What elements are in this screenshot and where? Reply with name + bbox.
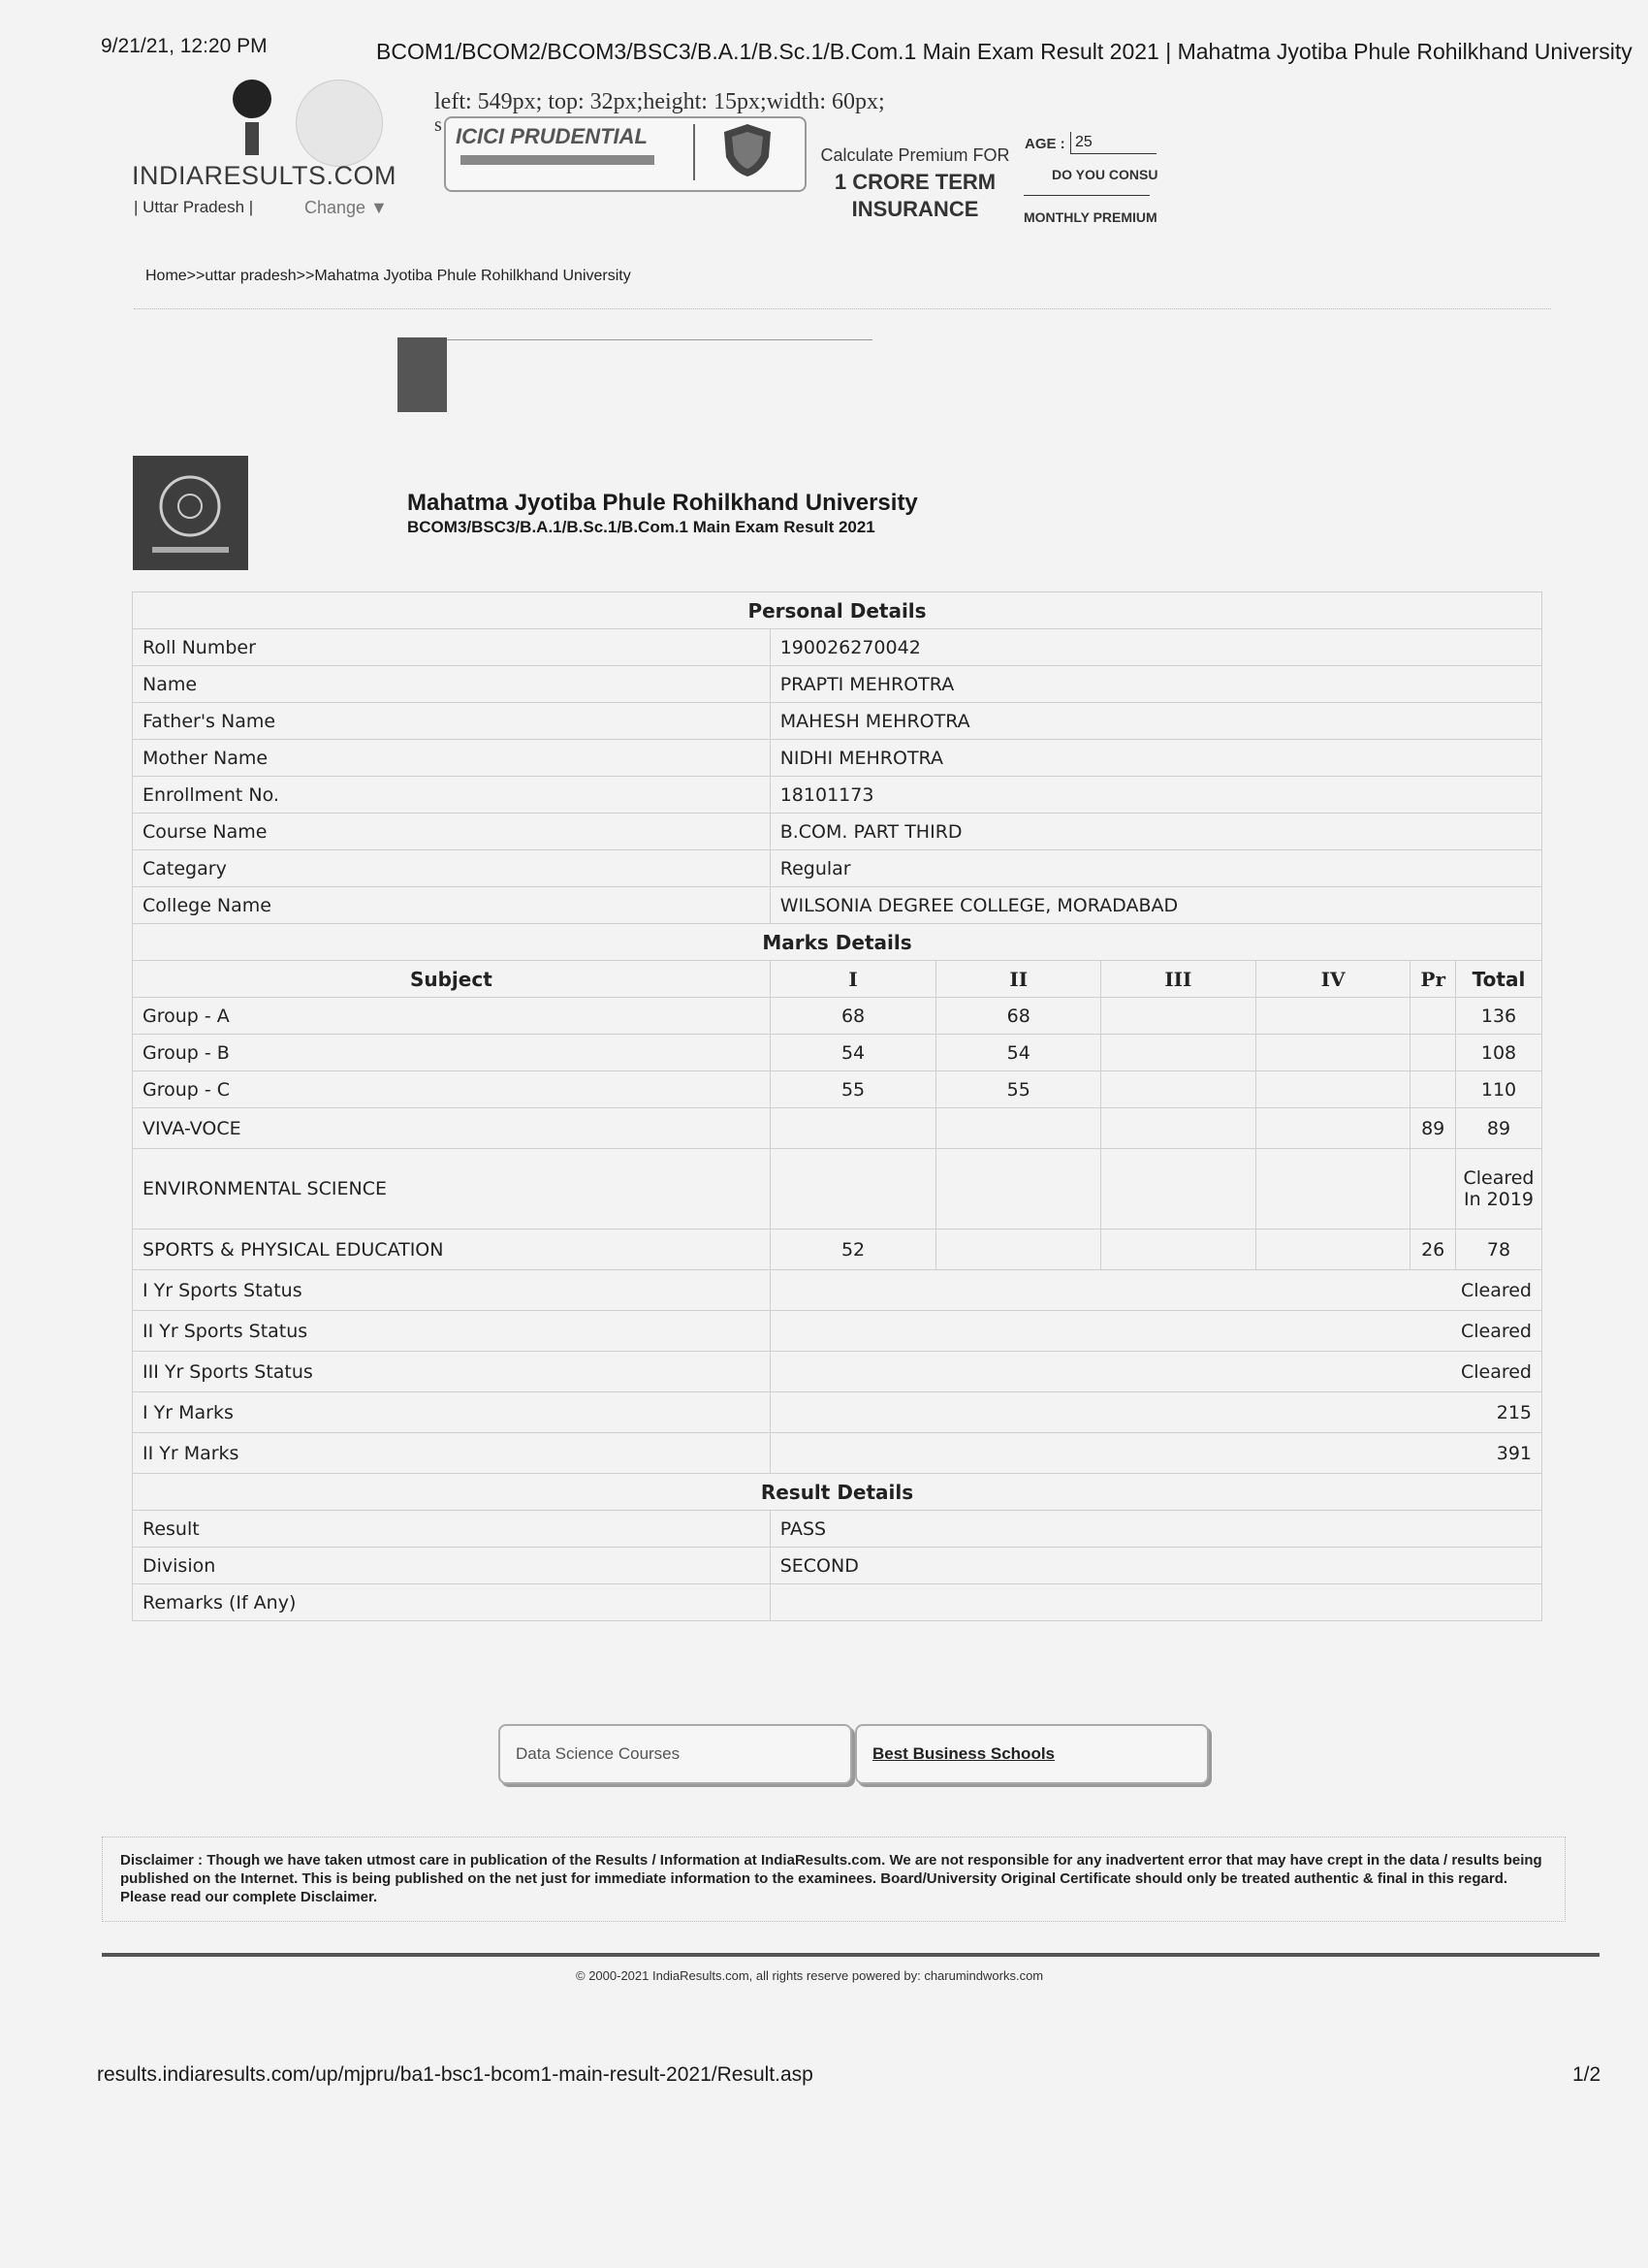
table-row bbox=[133, 1392, 1542, 1433]
mark-iii bbox=[1101, 998, 1256, 1035]
mark-pr bbox=[1410, 1149, 1456, 1230]
mark-pr: 89 bbox=[1410, 1108, 1456, 1149]
mark-iv bbox=[1255, 1230, 1410, 1270]
col-pr: Pr bbox=[1410, 961, 1456, 998]
mark-pr bbox=[1410, 1035, 1456, 1071]
row-value: NIDHI MEHROTRA bbox=[770, 740, 1541, 777]
marks-header-row bbox=[133, 961, 1542, 998]
ad-calc-label: Calculate Premium FOR bbox=[820, 145, 1010, 165]
row-label: College Name bbox=[133, 887, 771, 924]
university-logo-icon bbox=[133, 456, 248, 570]
mark-iv bbox=[1255, 1071, 1410, 1108]
ad-crore-text bbox=[820, 169, 1010, 223]
table-row bbox=[133, 850, 1542, 887]
mark-total: 89 bbox=[1455, 1108, 1541, 1149]
copyright-text: © 2000-2021 IndiaResults.com, all rights reserve powered by: charumindworks.com bbox=[576, 1968, 1044, 1983]
col-i: I bbox=[770, 961, 936, 998]
best-business-schools-link[interactable]: Best Business Schools bbox=[855, 1724, 1209, 1784]
table-row bbox=[133, 1352, 1542, 1392]
status-label: I Yr Marks bbox=[133, 1392, 771, 1433]
print-datetime: 9/21/21, 12:20 PM bbox=[101, 35, 268, 57]
col-total: Total bbox=[1455, 961, 1541, 998]
status-label: I Yr Sports Status bbox=[133, 1270, 771, 1311]
mark-iv bbox=[1255, 998, 1410, 1035]
up-state-emblem-icon bbox=[296, 80, 383, 167]
status-value: Cleared bbox=[770, 1352, 1541, 1392]
subject-cell: Group - B bbox=[133, 1035, 771, 1071]
mark-total: 108 bbox=[1455, 1035, 1541, 1071]
table-row bbox=[133, 1071, 1542, 1108]
mark-ii: 68 bbox=[936, 998, 1101, 1035]
table-row bbox=[133, 666, 1542, 703]
indiaresults-logo-icon bbox=[228, 78, 276, 155]
state-label: | Uttar Pradesh | bbox=[134, 198, 254, 216]
ad-crore-line1: 1 CRORE TERM bbox=[834, 170, 997, 194]
mark-pr: 26 bbox=[1410, 1230, 1456, 1270]
mark-total: Cleared In 2019 bbox=[1455, 1149, 1541, 1230]
row-value: WILSONIA DEGREE COLLEGE, MORADABAD bbox=[770, 887, 1541, 924]
monthly-divider bbox=[1024, 195, 1150, 196]
col-iv: IV bbox=[1255, 961, 1410, 998]
table-row bbox=[133, 1035, 1542, 1071]
row-value: PRAPTI MEHROTRA bbox=[770, 666, 1541, 703]
col-ii: II bbox=[936, 961, 1101, 998]
mark-i: 68 bbox=[770, 998, 936, 1035]
table-row bbox=[133, 1584, 1542, 1621]
change-state-link[interactable]: Change ▼ bbox=[304, 198, 388, 217]
marks-details-heading: Marks Details bbox=[133, 924, 1542, 961]
table-row bbox=[133, 1511, 1542, 1548]
table-row bbox=[133, 1230, 1542, 1270]
mark-iv bbox=[1255, 1149, 1410, 1230]
personal-details-heading: Personal Details bbox=[133, 592, 1542, 629]
print-page-title: BCOM1/BCOM2/BCOM3/BSC3/B.A.1/B.Sc.1/B.Com.1 Main Exam Result 2021 | Mahatma Jyotiba Phule Rohilkhand University bbox=[376, 39, 1632, 64]
table-row bbox=[133, 998, 1542, 1035]
subject-cell: ENVIRONMENTAL SCIENCE bbox=[133, 1149, 771, 1230]
row-label: Enrollment No. bbox=[133, 777, 771, 814]
status-value: 391 bbox=[770, 1433, 1541, 1474]
mark-pr bbox=[1410, 998, 1456, 1035]
page-number: 1/2 bbox=[1572, 2063, 1601, 2086]
mark-total: 110 bbox=[1455, 1071, 1541, 1108]
col-subject: Subject bbox=[133, 961, 771, 998]
row-label: Course Name bbox=[133, 814, 771, 850]
row-label: Mother Name bbox=[133, 740, 771, 777]
monthly-premium-label: MONTHLY PREMIUM bbox=[1024, 209, 1157, 225]
ad-frame-line bbox=[397, 339, 872, 340]
row-value: 190026270042 bbox=[770, 629, 1541, 666]
table-row bbox=[133, 740, 1542, 777]
mark-iv bbox=[1255, 1108, 1410, 1149]
mark-ii bbox=[936, 1149, 1101, 1230]
status-value: Cleared bbox=[770, 1311, 1541, 1352]
ad-crore-line2: INSURANCE bbox=[851, 197, 979, 221]
mark-total: 136 bbox=[1455, 998, 1541, 1035]
row-label: Categary bbox=[133, 850, 771, 887]
row-label: Name bbox=[133, 666, 771, 703]
data-science-courses-link[interactable]: Data Science Courses bbox=[498, 1724, 852, 1784]
shield-icon bbox=[722, 122, 773, 178]
row-value: 18101173 bbox=[770, 777, 1541, 814]
row-value bbox=[770, 1584, 1541, 1621]
table-row bbox=[133, 629, 1542, 666]
mark-iii bbox=[1101, 1071, 1256, 1108]
row-value: PASS bbox=[770, 1511, 1541, 1548]
mark-iii bbox=[1101, 1108, 1256, 1149]
mark-iii bbox=[1101, 1035, 1256, 1071]
status-value: Cleared bbox=[770, 1270, 1541, 1311]
mark-iii bbox=[1101, 1149, 1256, 1230]
age-input[interactable] bbox=[1070, 132, 1157, 154]
mark-ii bbox=[936, 1230, 1101, 1270]
mark-ii bbox=[936, 1108, 1101, 1149]
row-value: B.COM. PART THIRD bbox=[770, 814, 1541, 850]
divider bbox=[134, 308, 1551, 309]
subject-cell: SPORTS & PHYSICAL EDUCATION bbox=[133, 1230, 771, 1270]
status-label: II Yr Sports Status bbox=[133, 1311, 771, 1352]
mark-i bbox=[770, 1149, 936, 1230]
mark-ii: 54 bbox=[936, 1035, 1101, 1071]
university-name: Mahatma Jyotiba Phule Rohilkhand University bbox=[407, 490, 918, 516]
status-label: III Yr Sports Status bbox=[133, 1352, 771, 1392]
ad-divider bbox=[693, 124, 695, 180]
debug-style-text: left: 549px; top: 32px;height: 15px;width: 60px; bbox=[434, 89, 885, 114]
mark-total: 78 bbox=[1455, 1230, 1541, 1270]
table-row bbox=[133, 777, 1542, 814]
exam-name: BCOM3/BSC3/B.A.1/B.Sc.1/B.Com.1 Main Exam Result 2021 bbox=[407, 518, 875, 536]
row-value: MAHESH MEHROTRA bbox=[770, 703, 1541, 740]
subject-cell: VIVA-VOCE bbox=[133, 1108, 771, 1149]
table-row bbox=[133, 814, 1542, 850]
consume-question: DO YOU CONSU bbox=[1052, 167, 1158, 182]
mark-i: 55 bbox=[770, 1071, 936, 1108]
mark-i bbox=[770, 1108, 936, 1149]
status-value: 215 bbox=[770, 1392, 1541, 1433]
table-row bbox=[133, 1149, 1542, 1230]
col-iii: III bbox=[1101, 961, 1256, 998]
ad-brand-logo: ICICI PRUDENTIAL bbox=[456, 124, 648, 148]
row-label: Father's Name bbox=[133, 703, 771, 740]
subject-cell: Group - A bbox=[133, 998, 771, 1035]
row-value: SECOND bbox=[770, 1548, 1541, 1584]
table-row bbox=[133, 1433, 1542, 1474]
table-row bbox=[133, 887, 1542, 924]
mark-iii bbox=[1101, 1230, 1256, 1270]
row-value: Regular bbox=[770, 850, 1541, 887]
disclaimer-text: Disclaimer : Though we have taken utmost care in publication of the Results / Information at IndiaResults.com. We are not responsible for any inadvertent error that may have crept in the data / results being published on the Internet. This is being published on the net just for immediate information to the examinees. Board/University Original Certificate should only be treated authentic & final in this regard. Please read our complete Disclaimer. bbox=[102, 1837, 1566, 1922]
table-row bbox=[133, 1270, 1542, 1311]
result-table bbox=[132, 591, 1542, 1621]
breadcrumb[interactable]: Home>>uttar pradesh>>Mahatma Jyotiba Phule Rohilkhand University bbox=[145, 268, 631, 284]
table-row bbox=[133, 1548, 1542, 1584]
row-label: Remarks (If Any) bbox=[133, 1584, 771, 1621]
mark-pr bbox=[1410, 1071, 1456, 1108]
result-details-heading: Result Details bbox=[133, 1474, 1542, 1511]
mark-i: 52 bbox=[770, 1230, 936, 1270]
table-row bbox=[133, 1311, 1542, 1352]
status-label: II Yr Marks bbox=[133, 1433, 771, 1474]
row-label: Roll Number bbox=[133, 629, 771, 666]
print-url: results.indiaresults.com/up/mjpru/ba1-bsc1-bcom1-main-result-2021/Result.asp bbox=[97, 2063, 813, 2086]
age-label: AGE : bbox=[1025, 136, 1065, 152]
mark-ii: 55 bbox=[936, 1071, 1101, 1108]
ad-placeholder-block bbox=[397, 337, 447, 412]
table-row bbox=[133, 703, 1542, 740]
table-row bbox=[133, 1108, 1542, 1149]
site-logo-text[interactable]: INDIARESULTS.COM bbox=[132, 161, 397, 190]
mark-i: 54 bbox=[770, 1035, 936, 1071]
footer-divider bbox=[102, 1953, 1600, 1957]
mark-iv bbox=[1255, 1035, 1410, 1071]
row-label: Result bbox=[133, 1511, 771, 1548]
ad-tagline-bar bbox=[460, 155, 654, 165]
debug-s-text: s bbox=[434, 114, 442, 136]
row-label: Division bbox=[133, 1548, 771, 1584]
subject-cell: Group - C bbox=[133, 1071, 771, 1108]
